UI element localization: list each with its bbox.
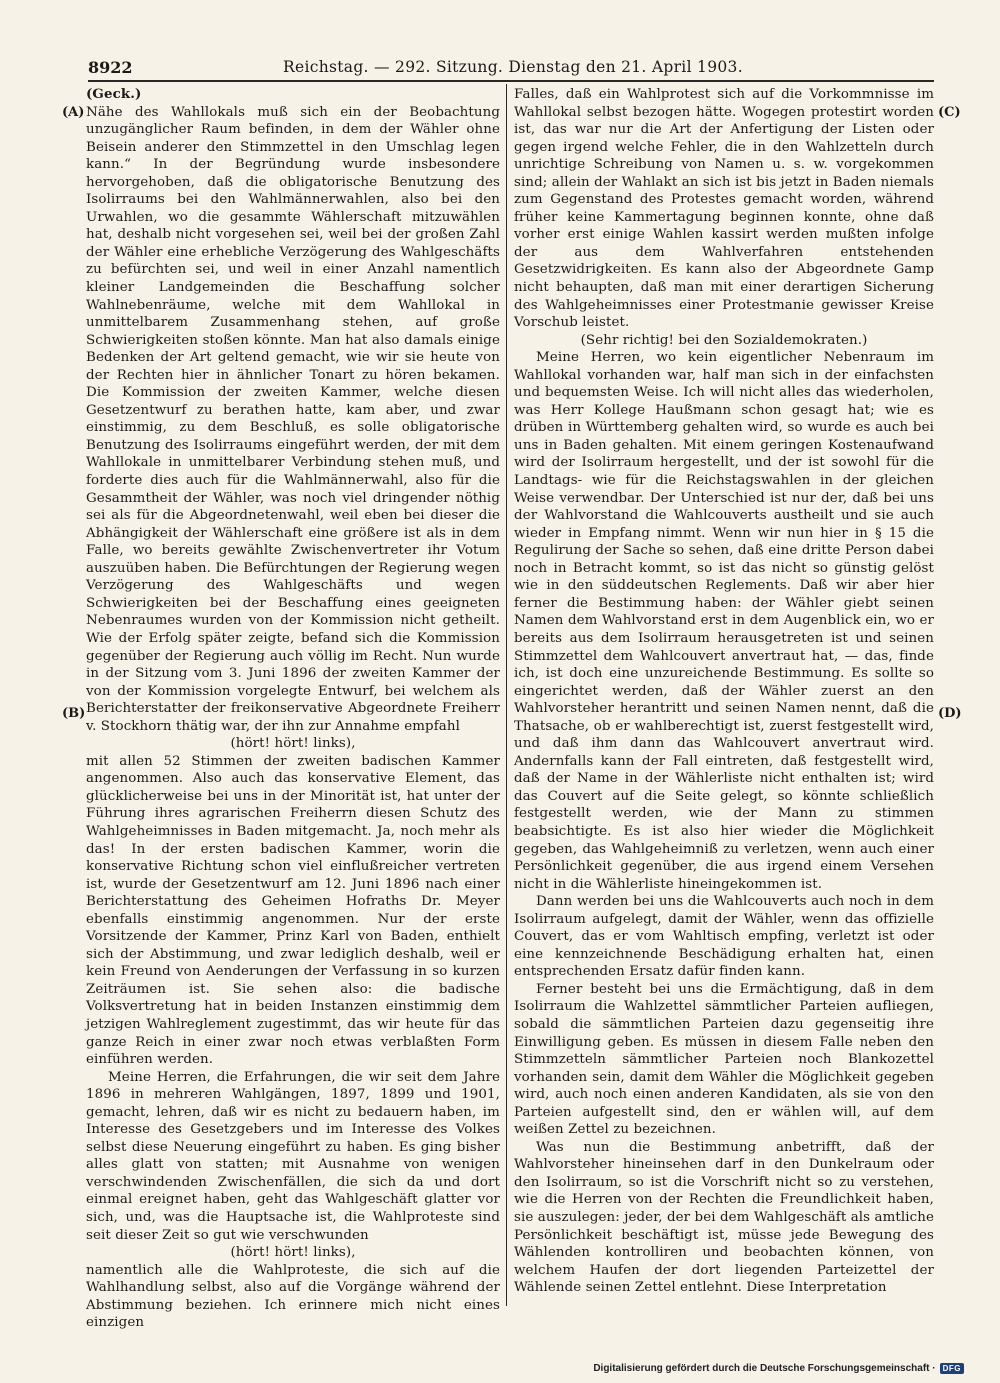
paragraph: namentlich alle die Wahlproteste, die sich auf die Wahlhandlung selbst, also auf die Vorgänge während der Abstimmung beziehen. Ich erinnere mich nicht eines einzigen [86,1262,500,1331]
paragraph: Meine Herren, die Erfahrungen, die wir seit dem Jahre 1896 in mehreren Wahlgängen, 1897, 1899 und 1901, gemacht, lehren, daß wir es nicht zu bedauern haben, im Interesse des Gesetzgebers und im Interesse des Volkes selbst diese Neuerung eingeführt zu haben. Es ging bisher alles glatt von statten; mit Ausnahme von wenigen verschwindenden Zwischenfällen, die sich da und dort einmal ereignet haben, geht das Wahlgeschäft glatter vor sich, und, was die Hauptsache ist, die Wahlproteste sind seit dieser Zeit so gut wie verschwunden [86,1069,500,1243]
paragraph: Was nun die Bestimmung anbetrifft, daß der Wahlvorsteher hineinsehen darf in den Dunkelraum oder den Isolirraum, so ist die Vorschrift nicht so zu verstehen, wie die Herren von der Rechten die Freundlichkeit haben, sie auszulegen: jeder, der bei dem Wahlgeschäft als amtliche Persönlichkeit beschäftigt ist, müsse jede Bewegung des Wählenden kontrolliren und beobachten können, von welchem Haufen der dort liegenden Parteizettel der Wählende seinen Zettel entlehnt. Diese Interpretation [514,1139,934,1296]
paragraph: Ferner besteht bei uns die Ermächtigung, daß in dem Isolirraum die Wahlzettel sämmtlicher Parteien aufliegen, sobald die sämmtlichen Parteien dazu gegenseitig ihre Einwilligung geben. Es müssen in diesem Falle neben den Stimmzetteln sämmtlicher Parteien noch Blankozettel vorhanden sein, damit dem Wähler die Möglichkeit gegeben wird, auch noch einen anderen Kandidaten, als sie von den Parteien aufgestellt sind, den er wählen will, auf dem weißen Zettel zu bezeichnen. [514,981,934,1138]
margin-marker-c: (C) [938,105,961,120]
margin-marker-a: (A) [62,105,85,120]
paragraph: Dann werden bei uns die Wahlcouverts auch noch in dem Isolirraum aufgelegt, damit der Wähler, wenn das offizielle Couvert, das er vom Wahltisch empfing, verletzt ist oder eine kennzeichnende Beschädigung erhalten hat, einen entsprechenden Ersatz dafür finden kann. [514,894,934,980]
paragraph: Meine Herren, wo kein eigentlicher Nebenraum im Wahllokal vorhanden war, half man sich in der einfachsten und bequemsten Weise. Ich will nicht alles das wiederholen, was Herr Kollege Haußmann schon gesagt hat; wie es drüben in Württemberg gehalten wird, so wurde es auch bei uns in Baden gehalten. Mit einem geringen Kostenaufwand wird der Isolirraum hergestellt, und der ist sowohl für die Landtags- wie für die Reichstagswahlen in der gleichen Weise verwendbar. Der Unterschied ist nur der, daß bei uns der Wahlvorstand die Wahlcouverts austheilt und sie auch wieder in Empfang nimmt. Wenn wir nun hier in § 15 die Regulirung der Sache so sehen, daß eine dritte Person dabei noch in Betracht kommt, so ist das nicht so günstig gelöst wie in den süddeutschen Reglements. Daß wir aber hier ferner die Bestimmung haben: der Wähler giebt seinen Namen dem Wahlvorstand erst in dem Augenblick ein, wo er bereits aus dem Isolirraum herausgetreten ist und seinen Stimmzettel dem Wahlcouvert anvertraut hat, — das, finde ich, ist doch eine unzureichende Bestimmung. Es sollte so eingerichtet werden, daß der Wähler zuerst an den Wahlvorsteher herantritt und seinen Namen nennt, daß die Thatsache, ob er wahlberechtigt ist, zuerst festgestellt wird, und daß ihm dann das Wahlcouvert anvertraut wird. Andernfalls kann der Fall eintreten, daß festgestellt wird, daß der Name in der Wählerliste nicht enthalten ist; wird das Couvert auf die Seite gelegt, so könnte schließlich festgestellt werden, wie der Mann zu stimmen beabsichtigte. Es ist also hier wieder die Möglichkeit gegeben, das Wahlgeheimniß zu verletzen, wenn auch einer Persönlichkeit gegenüber, die aus irgend einem Versehen nicht in die Wählerliste hineingekommen ist. [514,350,934,892]
column-divider [506,84,507,1306]
page-number: 8922 [88,58,133,77]
interjection: (hört! hört! links), [230,736,356,752]
dfg-logo-icon: DFG [940,1363,964,1374]
paragraph: mit allen 52 Stimmen der zweiten badischen Kammer angenommen. Also auch das konservative Element, das glücklicherweise bei uns in der Minorität ist, hat unter der Führung ihres agrarischen Freiherrn diesen Schutz des Wahlgeheimnisses in Baden mitgemacht. Ja, noch mehr als das! In der ersten badischen Kammer, worin die konservative Richtung schon viel einflußreicher vertreten ist, wurde der Gesetzentwurf am 12. Juni 1896 nach einer Berichterstattung des Geheimen Hofraths Dr. Meyer ebenfalls einstimmig angenommen. Nur der erste Vorsitzende der Kammer, Prinz Karl von Baden, enthielt sich der Abstimmung, und zwar lediglich deshalb, weil er kein Freund von Aenderungen der Verfassung in so kurzen Zeiträumen ist. Sie sehen also: die badische Volksvertretung hat in beiden Instanzen einstimmig dem jetzigen Wahlreglement zugestimmt, das wir heute für das ganze Reich in einer zwar noch etwas verblaßten Form einführen werden. [86,753,500,1068]
interjection: (Sehr richtig! bei den Sozialdemokraten.) [580,332,868,348]
header-rule [88,80,934,82]
paragraph: Nähe des Wahllokals muß sich ein der Beobachtung unzugänglicher Raum befinden, in dem der Wähler ohne Beisein anderer den Stimmzettel in den Umschlag legen kann.“ In der Begründung wurde insbesondere hervorgehoben, daß die obligatorische Benutzung des Isolirraums bei den Wahlmännerwahlen, also bei den Urwahlen, wo die gesammte Wählerschaft mitzuwählen hat, deshalb nicht vorgesehen sei, weil bei der großen Zahl der Wähler eine erhebliche Verzögerung des Wahlgeschäfts zu befürchten sei, und weil in einer Anzahl namentlich kleiner Landgemeinden die Beschaffung solcher Wahlnebenräume, welche mit dem Wahllokal in unmittelbarem Zusammenhang stehen, auf große Schwierigkeiten stoßen könnte. Man hat also damals einige Bedenken der Art geltend gemacht, wie wir sie heute von der Rechten hier in ähnlicher Tonart zu hören bekamen. Die Kommission der zweiten Kammer, welche diesen Gesetzentwurf zu berathen hatte, kam aber, und zwar einstimmig, zu dem Beschluß, es solle obligatorische Benutzung des Isolirraums eingeführt werden, der mit dem Wahllokale in unmittelbarer Verbindung stehen muß, und forderte dies auch für die Wahlmännerwahl, also für die Gesammtheit der Wähler, was noch viel dringender nöthig sei als für die Abgeordnetenwahl, weil eben bei dieser die Abhängigkeit der Wählerschaft eine größere ist als in dem Falle, wo bereits gewählte Zwischenvertreter ihr Votum auszuüben haben. Die Befürchtungen der Regierung wegen Verzögerung des Wahlgeschäfts und wegen Schwierigkeiten bei der Beschaffung eines geeigneten Nebenraumes wurden von der Kommission nicht getheilt. Wie der Erfolg später zeigte, befand sich die Kommission gegenüber der Regierung auch völlig im Recht. Nun wurde in der Sitzung vom 3. Juni 1896 der zweiten Kammer der von der Kommission vorgelegte Entwurf, bei welchem als Berichterstatter der freikonservative Abgeordnete Freiherr v. Stockhorn thätig war, der ihn zur Annahme empfahl [86,104,500,734]
left-column [86,86,500,1332]
margin-marker-b: (B) [62,706,86,721]
margin-marker-d: (D) [938,706,962,721]
interjection: (hört! hört! links), [230,1245,356,1261]
page-header [88,58,938,80]
right-column [514,86,934,1297]
running-title: Reichstag. — 292. Sitzung. Dienstag den 21. April 1903. [283,58,743,76]
speaker-label: (Geck.) [86,86,142,102]
footer-credit [593,1363,964,1374]
footer-text: Digitalisierung gefördert durch die Deutsche Forschungsgemeinschaft · [593,1363,936,1374]
paragraph: Falles, daß ein Wahlprotest sich auf die Vorkommnisse im Wahllokal selbst bezogen hätte. Wogegen protestirt worden ist, das war nur die Art der Anfertigung der Listen oder gegen irgend welche Fehler, die in den Wahlzetteln durch unrichtige Schreibung von Namen u. s. w. vorgekommen sind; allein der Wahlakt an sich ist bis jetzt in Baden niemals zum Gegenstand des Protestes gemacht worden, während früher keine Kammertagung beginnen konnte, ohne daß vorher erst einige Wahlen kassirt werden mußten infolge der aus dem Wahlverfahren entstehenden Gesetzwidrigkeiten. Es kann also der Abgeordnete Gamp nicht behaupten, daß man mit einer derartigen Sicherung des Wahlgeheimnisses einer Protestmanie gewisser Kreise Vorschub leistet. [514,87,934,331]
